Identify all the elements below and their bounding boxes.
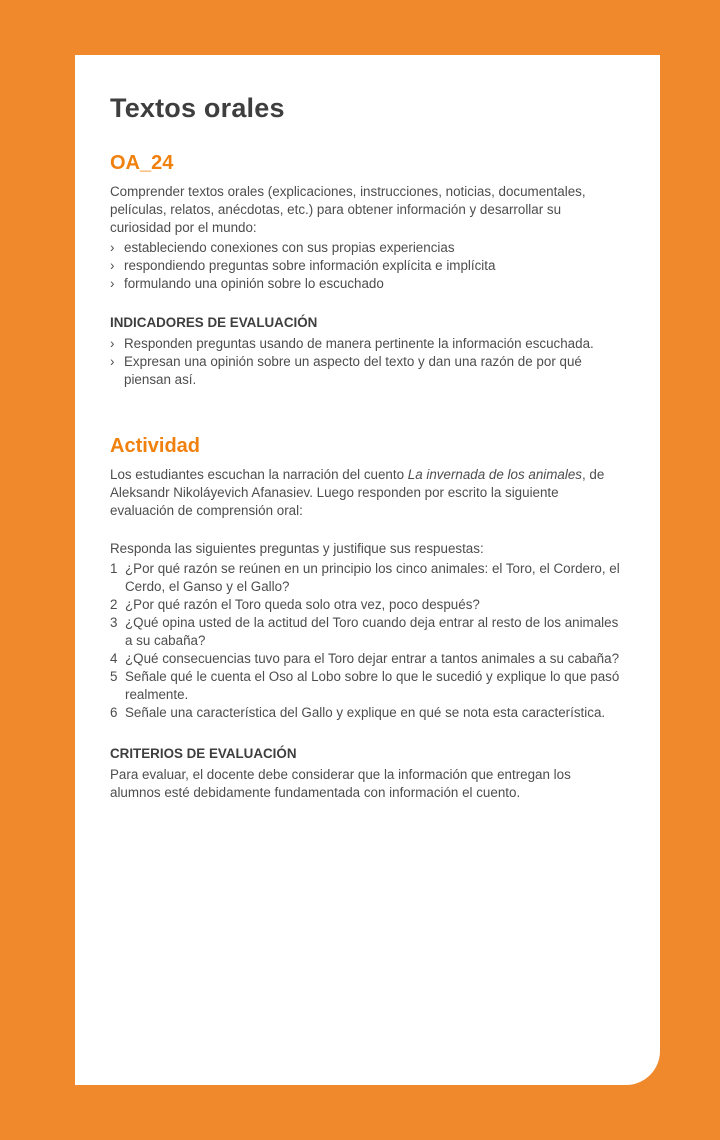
chevron-bullet-icon: › [110,276,115,291]
question-item [110,560,622,596]
chevron-bullet-icon: › [110,336,115,351]
question-number: 3 [110,615,118,630]
actividad-instruction: Responda las siguientes preguntas y justifique sus respuestas: [110,541,484,556]
criterios-body: Para evaluar, el docente debe considerar que la información que entregan los alumnos esté debidamente fundamentada con información el cuento. [110,767,571,800]
indicadores-heading: INDICADORES DE EVALUACIÓN [110,315,318,330]
bullet-text: Responden preguntas usando de manera pertinente la información escuchada. [124,336,594,351]
actividad-intro-after: , de Aleksandr Nikoláyevich Afanasiev. Luego responden por escrito la siguiente evaluación de comprensión oral: [110,467,605,518]
question-number: 5 [110,669,118,684]
question-number: 2 [110,597,118,612]
question-text: ¿Qué opina usted de la actitud del Toro cuando deja entrar al resto de los animales a su cabaña? [125,615,619,648]
bullet-text: respondiendo preguntas sobre información explícita e implícita [124,258,496,273]
question-text: ¿Por qué razón el Toro queda solo otra vez, poco después? [125,597,480,612]
actividad-heading: Actividad [110,435,201,457]
section-criterios [110,746,622,802]
section-indicadores [110,315,622,389]
indicadores-bullet-list [110,335,622,389]
oa-intro: Comprender textos orales (explicaciones, instrucciones, noticias, documentales, películas, relatos, anécdotas, etc.) para obtener información y desarrollar su curiosidad por el mundo: [110,184,586,235]
question-text: Señale qué le cuenta el Oso al Lobo sobre lo que le sucedió y explique lo que pasó realmente. [125,669,620,702]
bullet-text: Expresan una opinión sobre un aspecto del texto y dan una razón de por qué piensan así. [124,354,582,387]
oa-bullet-list [110,239,622,293]
list-item [110,353,622,389]
story-title: La invernada de los animales [407,467,582,482]
chevron-bullet-icon: › [110,240,115,255]
question-number: 4 [110,651,118,666]
question-number: 1 [110,561,118,576]
question-list [110,560,622,722]
list-item [110,275,622,293]
list-item [110,239,622,257]
list-item [110,335,622,353]
question-number: 6 [110,705,118,720]
criterios-heading: CRITERIOS DE EVALUACIÓN [110,746,297,761]
page-title: Textos orales [110,93,285,123]
section-actividad [110,435,622,722]
question-item [110,650,622,668]
bullet-text: formulando una opinión sobre lo escuchado [124,276,384,291]
document-card [75,55,660,1085]
chevron-bullet-icon: › [110,258,115,273]
chevron-bullet-icon: › [110,354,115,369]
actividad-intro [110,466,622,520]
oa-heading: OA_24 [110,152,174,174]
bullet-text: estableciendo conexiones con sus propias experiencias [124,240,455,255]
question-item [110,668,622,704]
question-item [110,704,622,722]
question-text: ¿Qué consecuencias tuvo para el Toro dejar entrar a tantos animales a su cabaña? [125,651,620,666]
question-item [110,596,622,614]
question-item [110,614,622,650]
actividad-intro-before: Los estudiantes escuchan la narración del cuento [110,467,408,482]
question-text: ¿Por qué razón se reúnen en un principio los cinco animales: el Toro, el Cordero, el Cerdo, el Ganso y el Gallo? [125,561,620,594]
list-item [110,257,622,275]
section-oa [110,152,622,293]
question-text: Señale una característica del Gallo y explique en qué se nota esta característica. [125,705,606,720]
